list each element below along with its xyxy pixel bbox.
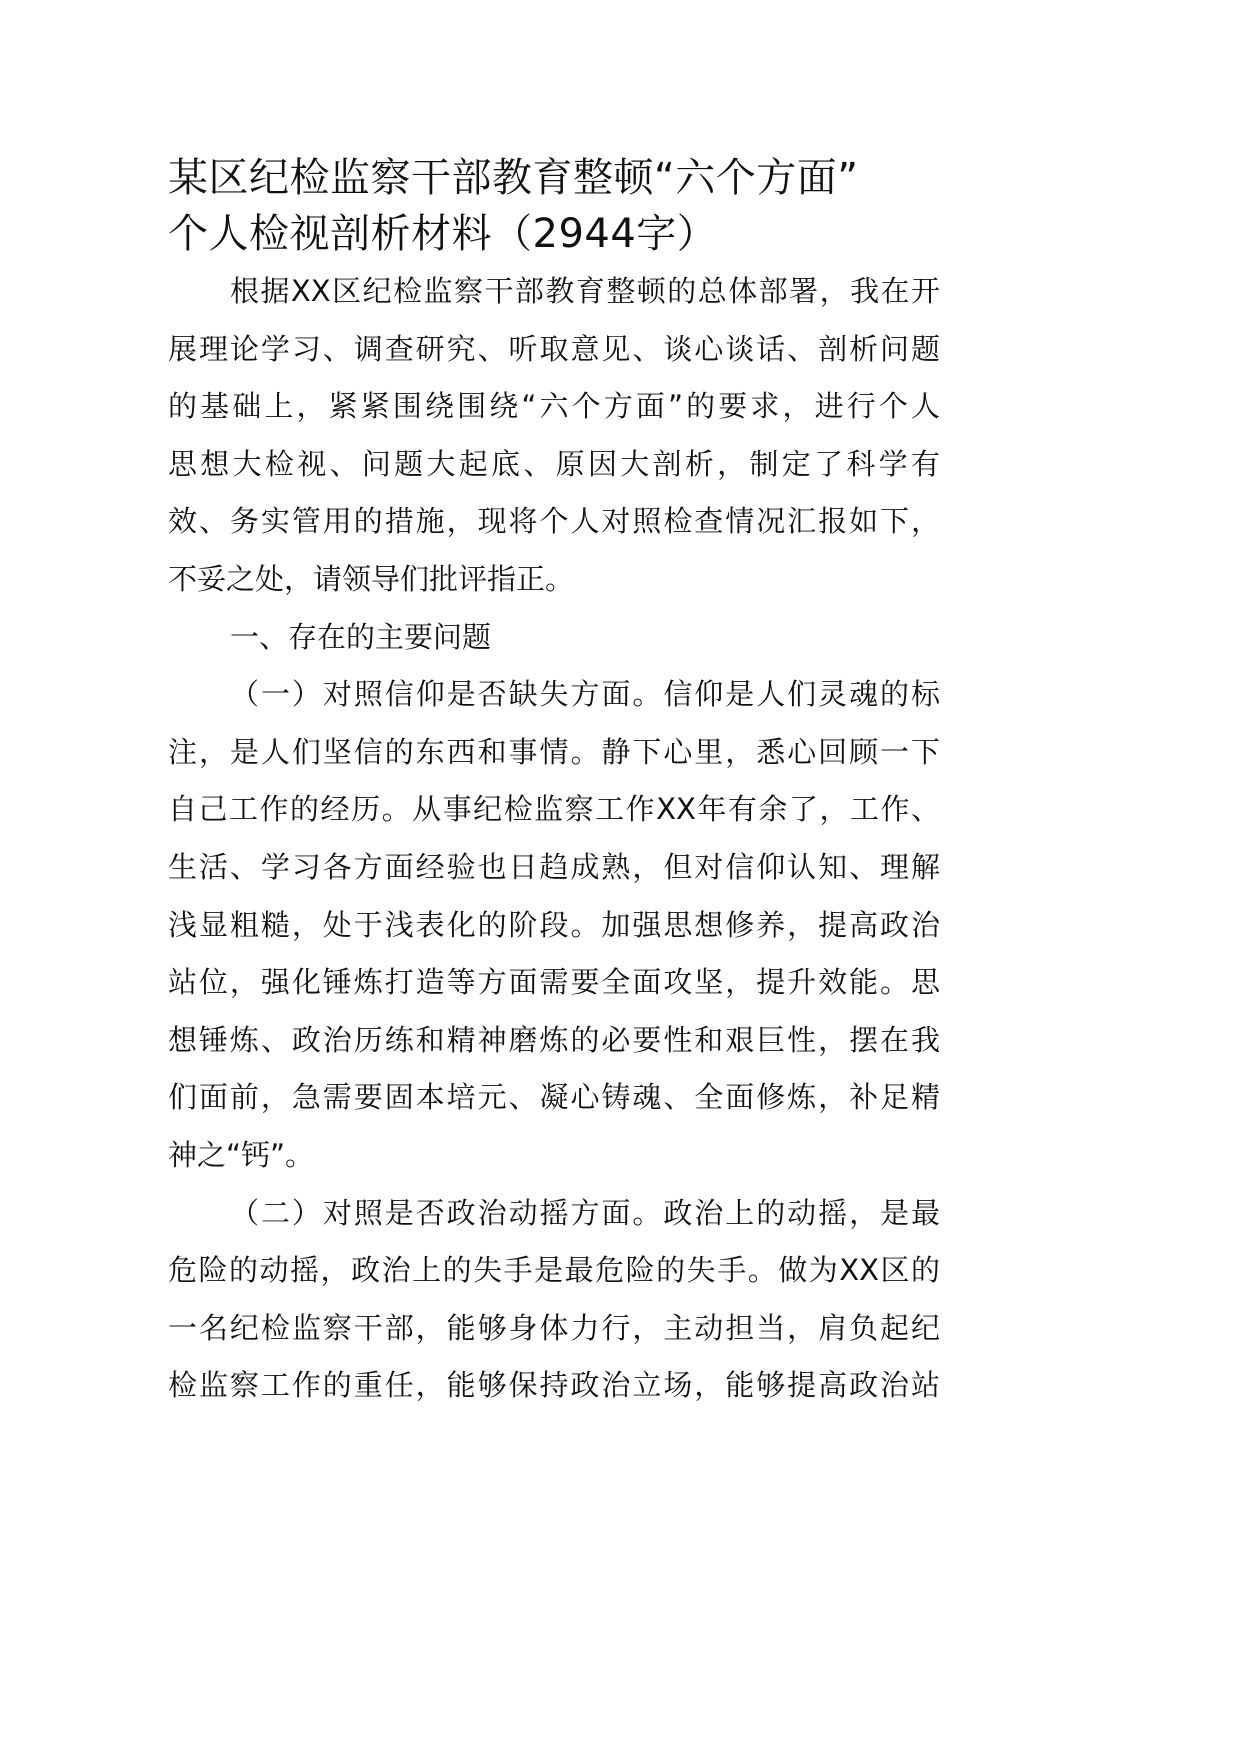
text-line: 思想大检视、问题大起底、原因大剖析，制定了科学有 — [168, 446, 940, 481]
text-line: 展理论学习、调查研究、听取意见、谈心谈话、剖析问题 — [168, 331, 940, 366]
paragraph-politics — [168, 1185, 940, 1415]
document-page — [168, 150, 940, 1415]
title-line: 某区纪检监察干部教育整顿“六个方面” — [168, 155, 859, 201]
text-line: 危险的动摇，政治上的失手是最危险的失手。做为XX区的 — [168, 1253, 940, 1288]
paragraph-intro — [168, 263, 940, 609]
text-line: 检监察工作的重任，能够保持政治立场，能够提高政治站 — [168, 1368, 940, 1403]
text-line: 一名纪检监察干部，能够身体力行，主动担当，肩负起纪 — [168, 1310, 940, 1345]
paragraph-faith — [168, 666, 940, 1184]
text-line: 想锤炼、政治历练和精神磨炼的必要性和艰巨性，摆在我 — [168, 1022, 940, 1057]
text-line: 不妥之处，请领导们批评指正。 — [168, 561, 575, 596]
text-line: 效、务实管用的措施，现将个人对照检查情况汇报如下， — [168, 504, 940, 539]
title-line: 个人检视剖析材料（2944字） — [168, 211, 718, 257]
text-line: 根据XX区纪检监察干部教育整顿的总体部署，我在开 — [230, 274, 940, 308]
text-line: 的基础上，紧紧围绕围绕“六个方面”的要求，进行个人 — [168, 389, 940, 424]
document-title — [168, 150, 940, 262]
text-line: （二）对照是否政治动摇方面。政治上的动摇，是最 — [230, 1195, 940, 1230]
text-line: 注，是人们坚信的东西和事情。静下心里，悉心回顾一下 — [168, 734, 940, 769]
text-line: 浅显粗糙，处于浅表化的阶段。加强思想修养，提高政治 — [168, 907, 940, 942]
document-body — [168, 263, 940, 1415]
text-line: 们面前，急需要固本培元、凝心铸魂、全面修炼，补足精 — [168, 1080, 940, 1115]
text-line: （一）对照信仰是否缺失方面。信仰是人们灵魂的标 — [230, 677, 940, 712]
text-line: 生活、学习各方面经验也日趋成熟，但对信仰认知、理解 — [168, 849, 940, 884]
text-line: 神之“钙”。 — [168, 1137, 315, 1172]
heading-text: 一、存在的主要问题 — [230, 619, 492, 654]
text-line: 自己工作的经历。从事纪检监察工作XX年有余了，工作、 — [168, 792, 940, 827]
section-heading — [168, 609, 940, 667]
text-line: 站位，强化锤炼打造等方面需要全面攻坚，提升效能。思 — [168, 965, 940, 1000]
